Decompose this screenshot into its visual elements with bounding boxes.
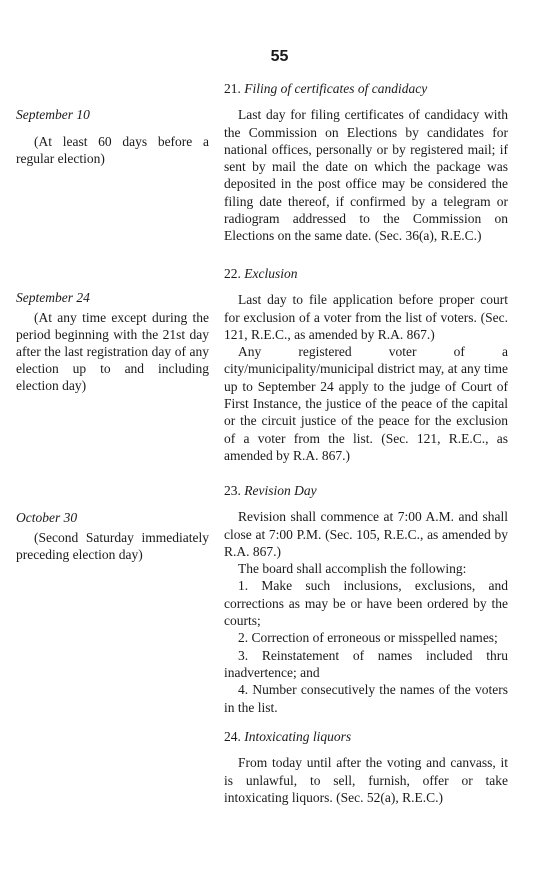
section-heading — [224, 728, 508, 745]
section-paragraph: Any registered voter of a city/municipality/municipal district may, at any time up to September 24 apply to the judge of Court of First Instance, the justice of the peace of the capital or the circuit justice of the peace for the exclusion of a voter from the list. (Sec. 121, R.E.C., as amended by R.A. 867.) — [224, 344, 508, 463]
section-title: Intoxicating liquors — [244, 729, 352, 744]
section-number: 23. — [224, 483, 241, 498]
list-item: 3. Reinstatement of names included thru inadvertence; and — [224, 647, 508, 680]
margin-note-text: (At least 60 days before a regular election) — [16, 134, 209, 166]
section-24 — [224, 728, 508, 806]
section-heading — [224, 482, 508, 499]
section-heading — [224, 80, 508, 97]
section-21 — [224, 80, 508, 245]
section-paragraph: Revision shall commence at 7:00 A.M. and shall close at 7:00 P.M. (Sec. 105, R.E.C., as amended by R.A. 867.) — [224, 509, 508, 559]
section-number: 22. — [224, 266, 241, 281]
margin-note-date: September 24 — [16, 290, 90, 305]
section-paragraph: Last day for filing certificates of candidacy with the Commission on Elections by candidates for national offices, personally or by registered mail; if sent by mail the date on which the package was deposited in the post office may be considered the filing date thereof, if confirmed by a telegram or radiogram addressed to the Commission on Elections on the same date. (Sec. 36(a), R.E.C.) — [224, 107, 508, 244]
margin-note-september-24 — [16, 289, 209, 394]
margin-note-text: (At any time except during the period beginning with the 21st day after the last registration day of any election up to and including election day) — [16, 310, 209, 393]
section-title: Revision Day — [244, 483, 317, 498]
margin-note-date: October 30 — [16, 510, 78, 525]
section-23 — [224, 482, 508, 716]
section-title: Filing of certificates of candidacy — [244, 81, 428, 96]
list-item: 4. Number consecutively the names of the voters in the list. — [224, 682, 508, 715]
margin-note-date: September 10 — [16, 107, 90, 122]
section-number: 24. — [224, 729, 241, 744]
section-title: Exclusion — [244, 266, 298, 281]
margin-note-text: (Second Saturday immediately preceding election day) — [16, 530, 209, 562]
section-22 — [224, 265, 508, 464]
section-heading — [224, 265, 508, 282]
section-number: 21. — [224, 81, 241, 96]
section-paragraph: From today until after the voting and canvass, it is unlawful, to sell, furnish, offer or take intoxicating liquors. (Sec. 52(a), R.E.C.) — [224, 755, 508, 805]
section-paragraph: The board shall accomplish the following: — [238, 561, 467, 577]
list-item: 2. Correction of erroneous or misspelled names; — [238, 630, 498, 646]
section-paragraph: Last day to file application before proper court for exclusion of a voter from the list of voters. (Sec. 121, R.E.C., as amended by R.A. 867.) — [224, 292, 508, 342]
margin-note-september-10 — [16, 106, 209, 167]
margin-note-october-30 — [16, 509, 209, 563]
list-item: 1. Make such inclusions, exclusions, and corrections as may be or have been ordered by the courts; — [224, 578, 508, 629]
page-number: 55 — [270, 48, 289, 65]
